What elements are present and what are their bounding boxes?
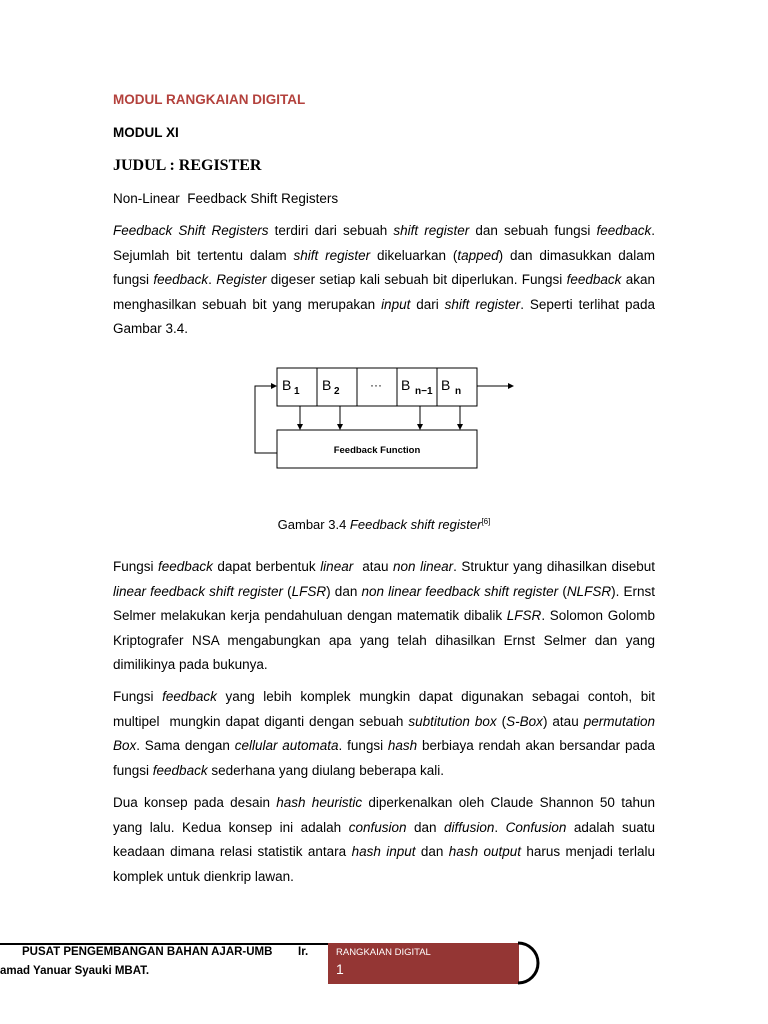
module-header: MODUL RANGKAIAN DIGITAL xyxy=(113,92,306,107)
feedback-function-label: Feedback Function xyxy=(333,445,421,456)
module-number: MODUL XI xyxy=(113,125,179,140)
cell-bn-sub: n xyxy=(455,386,462,397)
paragraph-2: Fungsi feedback dapat berbentuk linear atau non linear. Struktur yang dihasilkan disebut linear feedback shift register (LFSR) dan non linear feedback shift register (NLFSR). Ernst Selmer melakukan kerja pendahuluan dengan matematik dibalik LFSR. Solomon Golomb Kriptografer NSA mengabungkan apa yang telah dihasilkan Ernst Selmer dan yang dimilikinya pada bukunya. xyxy=(113,559,655,672)
footer-author: amad Yanuar Syauki MBAT. xyxy=(0,965,150,977)
footer-course-box xyxy=(328,943,519,984)
cell-b2-sub: 2 xyxy=(334,386,340,397)
figure-caption: Gambar 3.4 Feedback shift register[6] xyxy=(277,517,491,532)
cell-b1: B xyxy=(282,377,292,393)
cell-bn: B xyxy=(441,377,451,393)
cell-bn1: B xyxy=(401,377,411,393)
section-subtitle: Non-Linear Feedback Shift Registers xyxy=(113,191,339,206)
footer-divider xyxy=(0,943,330,945)
page-number: 1 xyxy=(336,961,344,977)
feedback-shift-register-diagram xyxy=(240,360,530,475)
paragraph-1: Feedback Shift Registers terdiri dari sebuah shift register dan sebuah fungsi feedback. Sejumlah bit tertentu dalam shift register dikeluarkan (tapped) dan dimasukkan dalam fungsi feedback. Register digeser setiap kali sebuah bit diperlukan. Fungsi feedback akan menghasilkan sebuah bit yang merupakan input dari shift register. Seperti terlihat pada Gambar 3.4. xyxy=(113,223,656,336)
cell-b1-sub: 1 xyxy=(294,386,300,397)
page-title: JUDUL : REGISTER xyxy=(113,157,262,174)
paragraph-4: Dua konsep pada desain hash heuristic diperkenalkan oleh Claude Shannon 50 tahun yang lalu. Kedua konsep ini adalah confusion dan diffusion. Confusion adalah suatu keadaan dimana relasi statistik antara hash input dan hash output harus menjadi terlalu komplek untuk dienkrip lawan. xyxy=(113,795,655,884)
cell-ellipsis: ··· xyxy=(370,378,382,392)
cell-b2: B xyxy=(322,377,332,393)
paragraph-3: Fungsi feedback yang lebih komplek mungkin dapat digunakan sebagai contoh, bit multipel mungkin dapat diganti dengan sebuah subtitution box (S-Box) atau permutation Box. Sama dengan cellular automata. fungsi hash berbiaya rendah akan bersandar pada fungsi feedback sederhana yang diulang beberapa kali. xyxy=(113,689,655,778)
footer-course-title: RANGKAIAN DIGITAL xyxy=(336,947,431,958)
footer-arc-decoration xyxy=(500,940,550,986)
footer-institution: PUSAT PENGEMBANGAN BAHAN AJAR-UMB Ir. xyxy=(22,946,309,958)
cell-bn1-sub: n−1 xyxy=(415,386,433,397)
